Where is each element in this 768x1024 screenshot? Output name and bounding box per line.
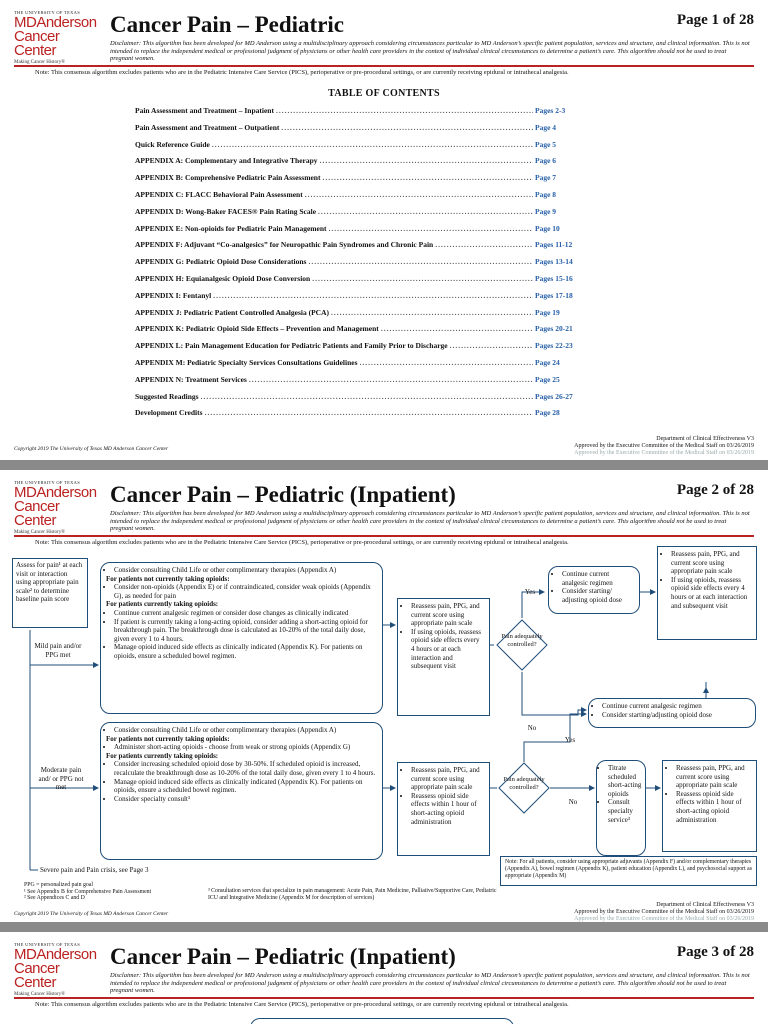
toc-label: APPENDIX B: Comprehensive Pediatric Pain Assessment (135, 173, 321, 183)
disclaimer: Disclaimer: This algorithm has been developed for MD Anderson using a multidisciplinary approach considering circumstances particular to MD Anderson’s specific patient population, services and structure, and clinical information. This is not intended to replace the independent medical or professional judgment of physicians or other health care providers in the context of individual clinical circumstances to determine a patient’s care. This algorithm should not be used to treat pregnant women. (110, 510, 750, 532)
toc-leader-dots (305, 190, 533, 199)
flowchart-box-partial (250, 1018, 514, 1024)
toc-row[interactable] (135, 408, 585, 425)
header-rule (14, 65, 754, 67)
toc-label: APPENDIX A: Complementary and Integrative Therapy (135, 156, 318, 166)
toc-page-link[interactable]: Pages 22-23 (535, 341, 573, 351)
toc-page-link[interactable]: Page 10 (535, 223, 560, 233)
toc-label: APPENDIX M: Pediatric Specialty Services Consultations Guidelines (135, 357, 358, 367)
approval-footer: Department of Clinical Effectiveness V3 Approved by the Executive Committee of the Medical Staff on 03/26/2019 Approved by the Executive Committee of the Medical Staff on 03/26/2019 (574, 436, 754, 456)
toc-row[interactable] (135, 375, 585, 392)
toc-label: APPENDIX H: Equianalgesic Opioid Dose Conversion (135, 273, 311, 283)
toc-page-link[interactable]: Pages 26-27 (535, 391, 573, 401)
mild-pain-label: Mild pain and/or PPG met (34, 642, 82, 659)
page-title: Cancer Pain – Pediatric (110, 12, 344, 37)
page-1 (0, 0, 768, 460)
toc-label: APPENDIX C: FLACC Behavioral Pain Assessment (135, 189, 303, 199)
toc-label: Pain Assessment and Treatment – Inpatient (135, 106, 274, 115)
disclaimer: Disclaimer: This algorithm has been developed for MD Anderson using a multidisciplinary approach considering circumstances particular to MD Anderson’s specific patient population, services and structure, and clinical information. This is not intended to replace the independent medical or professional judgment of physicians or other health care providers in the context of individual clinical circumstances to determine a patient’s care. This algorithm should not be used to treat pregnant women. (110, 972, 750, 994)
severe-pain-label: Severe pain and Pain crisis, see Page 3 (40, 866, 149, 874)
toc-leader-dots (450, 341, 533, 350)
toc-label: APPENDIX I: Fentanyl (135, 290, 212, 300)
toc-label: APPENDIX G: Pediatric Opioid Dose Considerations (135, 257, 307, 267)
reassess-box-moderate-2: • Reassess pain, PPG, and current score using appropriate pain scale • Reassess opioid side effects within 1 hour of short-acting opioid administration (662, 760, 757, 852)
toc-label: APPENDIX N: Treatment Services (135, 374, 247, 384)
copyright: Copyright 2019 The University of Texas MD Anderson Cancer Center (14, 446, 169, 452)
footnote-3: ³ Consultation services that specialize in pain management: Acute Pain, Pain Medicine, Palliative/Supportive Care, Pediatric ICU and Integrative Medicine (Appendix M for description of services) (208, 888, 497, 901)
toc-page-link[interactable]: Pages 15-16 (535, 273, 573, 283)
toc-label: APPENDIX L: Pain Management Education for Pediatric Patients and Family Prior to Discharge (135, 341, 448, 351)
no-label: No (527, 724, 537, 732)
toc-leader-dots (322, 173, 533, 182)
page-number: Page 3 of 28 (676, 944, 754, 960)
toc-label: APPENDIX F: Adjuvant “Co-analgesics” for Neuropathic Pain Syndromes and Chronic Pain (135, 240, 434, 250)
moderate-pain-label: Moderate pain and/ or PPG not met (38, 766, 84, 791)
page-title: Cancer Pain – Pediatric (Inpatient) (110, 482, 456, 507)
toc-leader-dots (276, 106, 533, 115)
toc-row[interactable] (135, 240, 585, 257)
continue-regimen-box-2: • Continue current analgesic regimen • Consider starting/adjusting opioid dose (588, 698, 756, 728)
toc-leader-dots (213, 291, 533, 300)
toc-row[interactable] (135, 341, 585, 358)
toc-leader-dots (212, 140, 533, 149)
approval-footer: Department of Clinical Effectiveness V3 Approved by the Executive Committee of the Medical Staff on 03/26/2019 Approved by the Executive Committee of the Medical Staff on 03/26/2019 (574, 902, 754, 922)
toc-leader-dots (435, 240, 533, 249)
toc-row[interactable] (135, 106, 585, 123)
toc-label: Suggested Readings (135, 391, 199, 401)
toc-leader-dots (320, 156, 533, 165)
exclusion-note: Note: This consensus algorithm excludes patients who are in the Pediatric Intensive Care Service (PICS), perioperative or pre-procedural settings, or are currently receiving epidural or intrathecal analgesia. (35, 1001, 569, 1008)
assess-pain-box: Assess for pain¹ at each visit or interaction using appropriate pain scale² to determine baseline pain score (12, 558, 88, 628)
page-header (0, 932, 768, 1008)
toc-row[interactable] (135, 224, 585, 241)
toc-label: Development Credits (135, 408, 203, 418)
toc-page-link[interactable]: Page 28 (535, 408, 560, 418)
toc-leader-dots (331, 308, 533, 317)
toc-row[interactable] (135, 308, 585, 325)
toc-row[interactable] (135, 291, 585, 308)
md-anderson-logo: THE UNIVERSITY OF TEXAS MDAnderson Cancer Center Making Cancer History® (14, 942, 97, 997)
md-anderson-logo: THE UNIVERSITY OF TEXAS MDAnderson Cancer Center Making Cancer History® (14, 10, 97, 65)
mild-pain-actions-box: • Consider consulting Child Life or other complimentary therapies (Appendix A) For patients not currently taking opioids: • Consider non-opioids (Appendix E) or if contraindicated, consider weak opioids (Appendix G), as needed for pain For patients currently taking opioids: • Continue current analgesic regimen or consider dose changes as clinically indicated • If patient is currently taking a long-acting opioid, consider adding a short-acting opioid for breakthrough pain. The breakthrough dose is calculated as 10-20% of the total daily dose, given every 1 to 4 hours. • Manage opioid induced side effects as clinically indicated (Appendix K). For patients on opioids, ensure a scheduled bowel regimen. (100, 562, 383, 714)
page-header (0, 0, 768, 76)
disclaimer: Disclaimer: This algorithm has been developed for MD Anderson using a multidisciplinary approach considering circumstances particular to MD Anderson’s specific patient population, services and structure, and clinical information. This is not intended to replace the independent medical or professional judgment of physicians or other health care providers in the context of individual clinical circumstances to determine a patient’s care. This algorithm should not be used to treat pregnant women. (110, 40, 750, 62)
toc-label: APPENDIX J: Pediatric Patient Controlled Analgesia (PCA) (135, 307, 330, 317)
no-label-2: No (568, 798, 578, 806)
reassess-box-mild: • Reassess pain, PPG, and current score using appropriate pain scale • If using opioids, reassess opioid side effects every 4 hours or at each interaction and subsequent visit (397, 598, 490, 716)
toc-leader-dots (201, 392, 533, 401)
page-2 (0, 470, 768, 922)
toc-row[interactable] (135, 173, 585, 190)
toc-row[interactable] (135, 207, 585, 224)
toc-leader-dots (381, 324, 533, 333)
yes-label: Yes (524, 588, 536, 596)
exclusion-note: Note: This consensus algorithm excludes patients who are in the Pediatric Intensive Care Service (PICS), perioperative or pre-procedural settings, or are currently receiving epidural or intrathecal analgesia. (35, 69, 569, 76)
toc-leader-dots (329, 224, 533, 233)
toc-page-link[interactable]: Page 19 (535, 307, 560, 317)
toc-label: APPENDIX D: Wong-Baker FACES® Pain Rating Scale (135, 206, 317, 216)
copyright: Copyright 2019 The University of Texas MD Anderson Cancer Center (14, 911, 169, 917)
toc-page-link[interactable]: Page 7 (535, 173, 557, 183)
decision-diamond-mild: Pain adequately controlled? (496, 619, 548, 671)
page-number: Page 2 of 28 (676, 482, 754, 498)
toc-row[interactable] (135, 324, 585, 341)
toc-page-link[interactable]: Page 6 (535, 156, 557, 166)
toc-leader-dots (360, 358, 534, 367)
toc-page-link[interactable]: Pages 13-14 (535, 257, 573, 267)
header-rule (14, 997, 754, 999)
toc-row[interactable] (135, 257, 585, 274)
page-3 (0, 932, 768, 1024)
toc-row[interactable] (135, 156, 585, 173)
titrate-box: • Titrate scheduled short-acting opioids • Consult specialty service³ (596, 760, 646, 856)
footnotes-left: PPG = personalized pain goal ¹ See Appendix B for Comprehensive Pain Assessment ² See Appendices C and D (24, 882, 152, 901)
decision-diamond-moderate: Pain adequately controlled? (498, 762, 550, 814)
yes-label-2: Yes (564, 736, 576, 744)
toc-label: APPENDIX E: Non-opioids for Pediatric Pain Management (135, 223, 327, 233)
toc-page-link[interactable]: Page 9 (535, 206, 557, 216)
toc-page-link[interactable]: Pages 11-12 (535, 240, 573, 250)
toc-label: APPENDIX K: Pediatric Opioid Side Effects – Prevention and Management (135, 324, 379, 334)
toc-label: Quick Reference Guide (135, 139, 210, 149)
toc-page-link[interactable]: Pages 20-21 (535, 324, 573, 334)
reassess-box-moderate: • Reassess pain, PPG, and current score using appropriate pain scale • Reassess opioid side effects within 1 hour of short-acting opioid administration (397, 762, 490, 856)
toc-leader-dots (308, 257, 533, 266)
toc-leader-dots (281, 123, 533, 132)
toc-label: Pain Assessment and Treatment – Outpatient (135, 122, 280, 132)
page-title: Cancer Pain – Pediatric (Inpatient) (110, 944, 456, 969)
toc-page-link[interactable]: Page 25 (535, 374, 560, 384)
adjuvants-note-box: Note: For all patients, consider using appropriate adjuvants (Appendix F) and/or complementary therapies (Appendix A), bowel regimen (Appendix K), patient education (Appendix L), and psychosocial support as appropriate (Appendix M) (500, 856, 757, 886)
exclusion-note: Note: This consensus algorithm excludes patients who are in the Pediatric Intensive Care Service (PICS), perioperative or pre-procedural settings, or are currently receiving epidural or intrathecal analgesia. (35, 539, 569, 546)
toc-title: TABLE OF CONTENTS (328, 88, 440, 99)
toc-row[interactable] (135, 190, 585, 207)
toc-row[interactable] (135, 358, 585, 375)
table-of-contents (135, 106, 585, 425)
toc-row[interactable] (135, 140, 585, 157)
toc-row[interactable] (135, 392, 585, 409)
toc-page-link[interactable]: Pages 2-3 (535, 106, 566, 115)
toc-page-link[interactable]: Pages 17-18 (535, 290, 573, 300)
moderate-pain-actions-box: • Consider consulting Child Life or other complimentary therapies (Appendix A) For patients not currently taking opioids: • Administer short-acting opioids - choose from weak or strong opioids (Appendix G) For patients currently taking opioids: • Consider increasing scheduled opioid dose by 30-50%. If scheduled opioid is increased, recalculate the breakthrough dose as 10-20% of the total daily dose, given every 1 to 4 hours. • Manage opioid induced side effects as clinically indicated (Appendix K). For patients on opioids, ensure a scheduled bowel regimen. • Consider specialty consult³ (100, 722, 383, 860)
toc-page-link[interactable]: Page 8 (535, 189, 557, 199)
toc-leader-dots (249, 375, 533, 384)
toc-leader-dots (312, 274, 533, 283)
md-anderson-logo: THE UNIVERSITY OF TEXAS MDAnderson Cancer Center Making Cancer History® (14, 480, 97, 535)
toc-page-link[interactable]: Page 5 (535, 139, 557, 149)
toc-row[interactable] (135, 274, 585, 291)
toc-page-link[interactable]: Page 24 (535, 357, 560, 367)
toc-leader-dots (205, 408, 533, 417)
toc-leader-dots (318, 207, 533, 216)
toc-row[interactable] (135, 123, 585, 140)
page-number: Page 1 of 28 (676, 12, 754, 28)
continue-regimen-box: • Continue current analgesic regimen • Consider starting/ adjusting opioid dose (548, 566, 640, 614)
reassess-box-top: • Reassess pain, PPG, and current score using appropriate pain scale • If using opioids, reassess opioid side effects every 4 hours or at each interaction and subsequent visit (657, 546, 757, 640)
toc-page-link[interactable]: Page 4 (535, 122, 557, 132)
